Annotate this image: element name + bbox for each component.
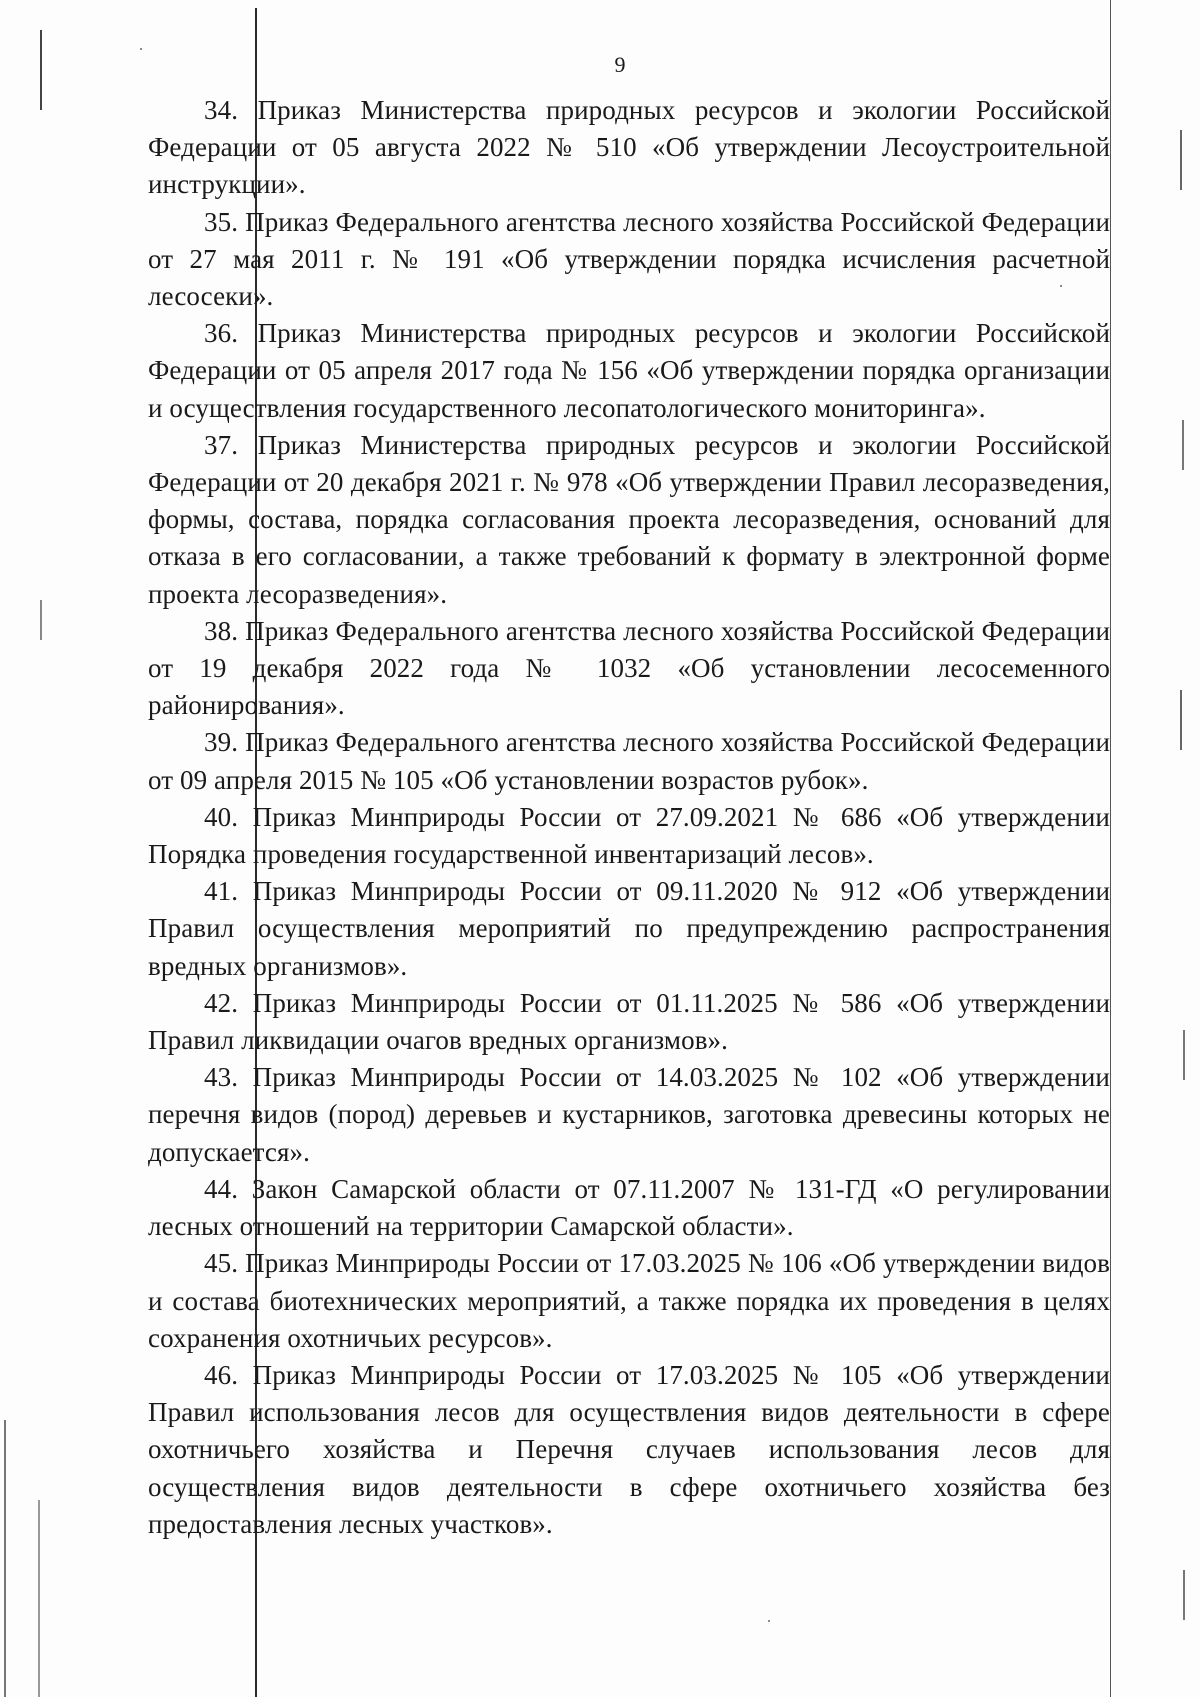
scan-speck [140, 48, 142, 50]
list-item [148, 1059, 1110, 1171]
list-item [148, 1171, 1110, 1245]
scan-dash-right-4 [1183, 1030, 1185, 1080]
item-text: Приказ Министерства природных ресурсов и экологии Российской Федерации от 05 августа 2022 № 510 «Об утверждении Лесоустроительной инструкции». [148, 95, 1110, 200]
item-number: 36. [204, 318, 239, 349]
item-number: 43. [204, 1062, 239, 1093]
list-item [148, 985, 1110, 1059]
reference-list [148, 92, 1110, 1543]
scan-vertical-line-right [1110, 0, 1111, 1697]
list-item [148, 1357, 1110, 1543]
item-number: 45. [204, 1248, 239, 1279]
scan-dash-left-4 [38, 1500, 40, 1697]
item-text: Приказ Минприроды России от 27.09.2021 № 686 «Об утверждении Порядка проведения государственной инвентаризаций лесов». [148, 801, 1110, 870]
item-text: Приказ Минприроды России от 01.11.2025 № 586 «Об утверждении Правил ликвидации очагов вредных организмов». [148, 987, 1110, 1056]
item-text: Закон Самарской области от 07.11.2007 № 131-ГД «О регулировании лесных отношений на территории Самарской области». [148, 1173, 1110, 1242]
item-number: 44. [204, 1173, 239, 1204]
item-number: 46. [204, 1359, 239, 1390]
item-text: Приказ Федерального агентства лесного хозяйства Российской Федерации от 09 апреля 2015 № 105 «Об установлении возрастов рубок». [148, 727, 1110, 795]
list-item [148, 204, 1110, 316]
item-number: 39. [204, 727, 239, 758]
item-number: 34. [204, 95, 239, 125]
scan-dash-right-5 [1183, 1570, 1185, 1620]
list-item [148, 724, 1110, 798]
item-number: 42. [204, 987, 239, 1018]
item-text: Приказ Минприроды России от 17.03.2025 № 106 «Об утверждении видов и состава биотехнических мероприятий, а также порядка их проведения в целях сохранения охотничьих ресурсов». [148, 1248, 1110, 1353]
list-item [148, 873, 1110, 985]
item-text: Приказ Федерального агентства лесного хозяйства Российской Федерации от 19 декабря 2022 года № 1032 «Об установлении лесосеменного районирования». [148, 615, 1110, 721]
item-number: 35. [204, 206, 239, 237]
list-item [148, 92, 1110, 204]
list-item [148, 613, 1110, 725]
page-number: 9 [614, 52, 626, 77]
item-text: Приказ Министерства природных ресурсов и экологии Российской Федерации от 20 декабря 2021 г. № 978 «Об утверждении Правил лесоразведения, формы, состава, порядка согласования проекта лесоразведения, оснований для отказа в его согласовании, а также требований к формату в электронной форме проекта лесоразведения». [148, 429, 1110, 609]
item-number: 40. [204, 801, 239, 832]
item-text: Приказ Федерального агентства лесного хозяйства Российской Федерации от 27 мая 2011 г. № 191 «Об утверждении порядка исчисления расчетной лесосеки». [148, 206, 1110, 312]
list-item [148, 427, 1110, 613]
list-item [148, 315, 1110, 427]
scan-dash-left-3 [4, 1420, 6, 1697]
item-number: 37. [204, 429, 239, 460]
scan-dash-left-2 [40, 600, 42, 640]
item-number: 38. [204, 615, 239, 646]
list-item [148, 1245, 1110, 1357]
item-text: Приказ Минприроды России от 14.03.2025 № 102 «Об утверждении перечня видов (пород) деревьев и кустарников, заготовка древесины которых не допускается». [148, 1062, 1110, 1167]
item-text: Приказ Министерства природных ресурсов и экологии Российской Федерации от 05 апреля 2017 года № 156 «Об утверждении порядка организации и осуществления государственного лесопатологического мониторинга». [148, 318, 1110, 423]
list-item [148, 799, 1110, 873]
scan-speck [768, 1620, 770, 1622]
item-text: Приказ Минприроды России от 09.11.2020 № 912 «Об утверждении Правил осуществления мероприятий по предупреждению распространения вредных организмов». [148, 876, 1110, 981]
item-number: 41. [204, 876, 239, 907]
item-text: Приказ Минприроды России от 17.03.2025 № 105 «Об утверждении Правил использования лесов для осуществления видов деятельности в сфере охотничьего хозяйства и Перечня случаев использования лесов для осуществления видов деятельности в сфере охотничьего хозяйства без предоставления лесных участков». [148, 1359, 1110, 1539]
scan-dash-right-2 [1182, 420, 1184, 470]
scan-dash-right-1 [1180, 130, 1182, 190]
scan-dash-right-3 [1180, 690, 1182, 750]
